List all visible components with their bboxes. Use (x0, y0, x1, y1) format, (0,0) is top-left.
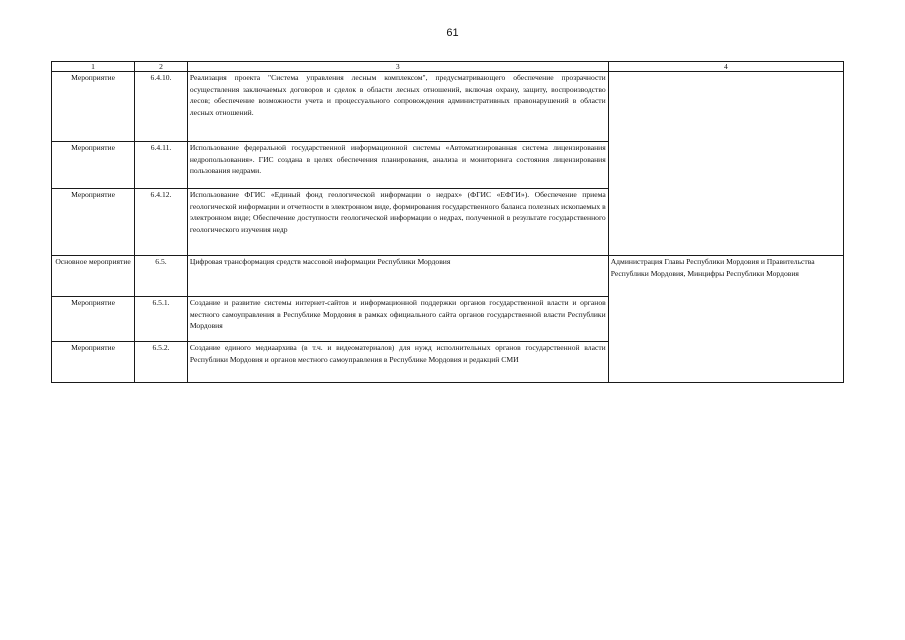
measure-number-cell: 6.5.1. (135, 297, 188, 342)
table-row (52, 72, 844, 142)
measure-number-cell: 6.4.10. (135, 72, 188, 142)
responsible-cell (608, 72, 843, 256)
table-row-main-measure (52, 256, 844, 297)
measure-type-cell: Мероприятие (52, 72, 135, 142)
measure-number-cell: 6.5. (135, 256, 188, 297)
column-header-4: 4 (608, 62, 843, 72)
responsible-cell: Администрация Главы Республики Мордовия и Правительства Республики Мордовия, Минцифры Республики Мордовия (608, 256, 843, 383)
measure-type-cell: Мероприятие (52, 297, 135, 342)
measure-type-cell: Мероприятие (52, 189, 135, 256)
column-header-2: 2 (135, 62, 188, 72)
measure-type-cell: Мероприятие (52, 342, 135, 383)
measure-description-cell: Создание и развитие системы интернет-сайтов и информационной поддержки органов государственной власти и органов местного самоуправления в Республике Мордовия в рамках официального сайта органов государственной власти Республики Мордовия (187, 297, 608, 342)
measure-type-cell: Мероприятие (52, 142, 135, 189)
measure-description-cell: Использование федеральной государственной информационной системы «Автоматизированная система лицензирования недропользования». ГИС создана в целях обеспечения планирования, анализа и мониторинга состояния лицензирования пользования недрами. (187, 142, 608, 189)
measure-description-cell: Цифровая трансформация средств массовой информации Республики Мордовия (187, 256, 608, 297)
measure-number-cell: 6.4.12. (135, 189, 188, 256)
column-header-1: 1 (52, 62, 135, 72)
measure-type-cell: Основное мероприятие (52, 256, 135, 297)
measure-description-cell: Использование ФГИС «Единый фонд геологической информации о недрах» (ФГИС «ЕФГИ»). Обеспечение приема геологической информации и отчетности в электронном виде, формирования государственного баланса полезных ископаемых в электронном виде; Обеспечение доступности геологической информации о недрах, полученной в результате государственного геологического изучения недр (187, 189, 608, 256)
page-number: 61 (446, 27, 459, 39)
measures-table (51, 61, 844, 383)
measure-number-cell: 6.5.2. (135, 342, 188, 383)
measure-number-cell: 6.4.11. (135, 142, 188, 189)
table-header-row (52, 62, 844, 72)
column-header-3: 3 (187, 62, 608, 72)
measure-description-cell: Реализация проекта "Система управления лесным комплексом", предусматривающего обеспечение прозрачности осуществления заключаемых договоров и сделок в области лесных отношений, включая охрану, защиту, воспроизводство лесов; обеспечение возможности учета и процессуального сопровождения административных правонарушений в области лесных отношений. (187, 72, 608, 142)
measure-description-cell: Создание единого медиаархива (в т.ч. и видеоматериалов) для нужд исполнительных органов государственной власти Республики Мордовия и органов местного самоуправления в Республике Мордовия и редакций СМИ (187, 342, 608, 383)
